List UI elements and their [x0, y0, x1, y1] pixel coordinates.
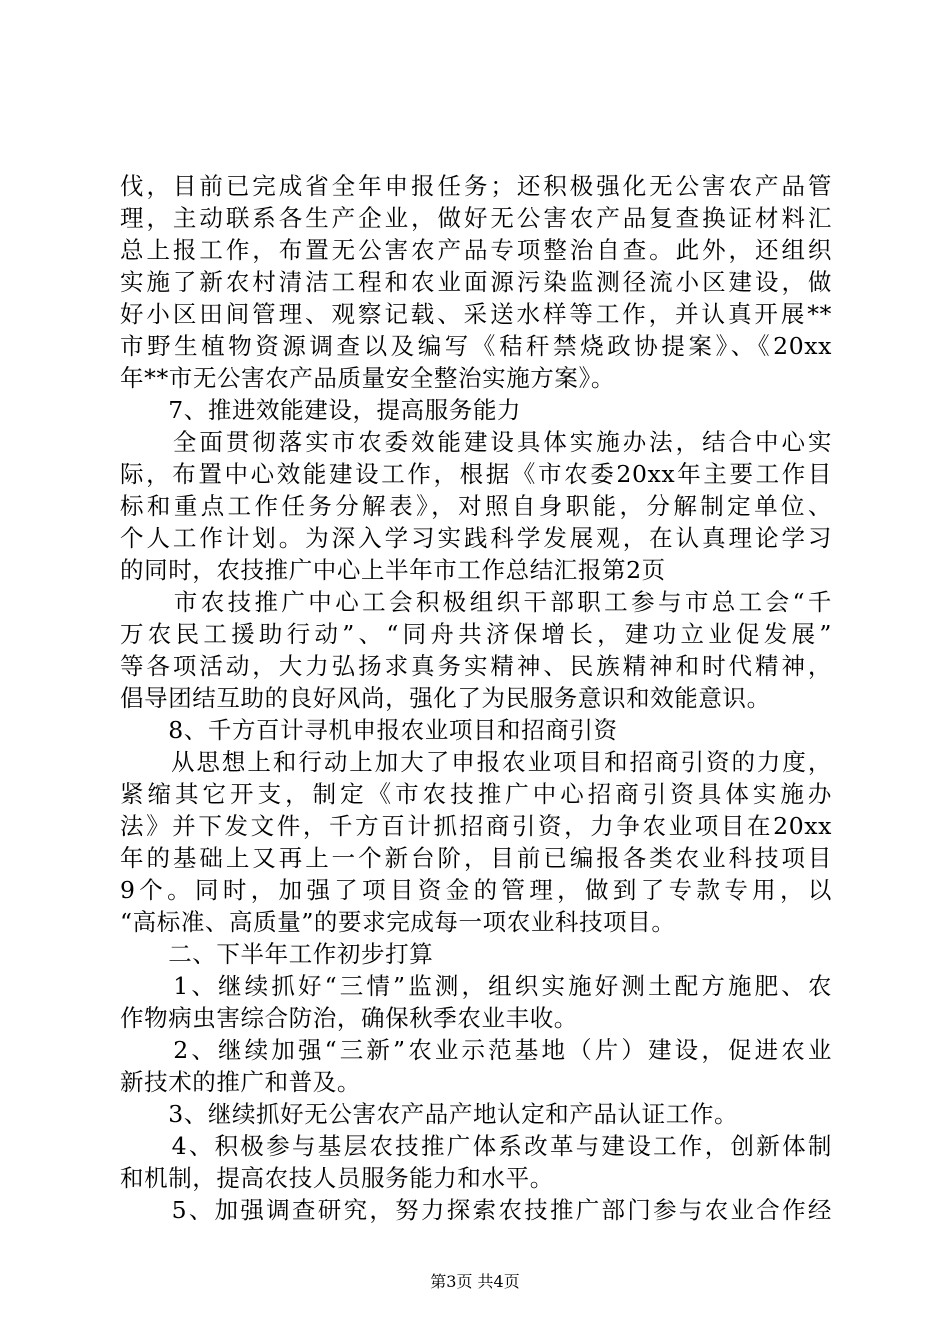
text-line: 理，主动联系各生产企业，做好无公害农产品复查换证材料汇	[120, 204, 832, 232]
text-line: 伐，目前已完成省全年申报任务；还积极强化无公害农产品管	[120, 172, 832, 200]
section-heading: 7、推进效能建设，提高服务能力	[120, 396, 522, 424]
page-footer: 第3页 共4页	[430, 1272, 520, 1291]
text-line: 作物病虫害综合防治，确保秋季农业丰收。	[120, 1004, 578, 1032]
text-line: 法》并下发文件，千方百计抓招商引资，力争农业项目在20xx	[120, 812, 832, 840]
text-line: 和机制，提高农技人员服务能力和水平。	[120, 1164, 554, 1192]
text-line: 年的基础上又再上一个新台阶，目前已编报各类农业科技项目	[120, 844, 832, 872]
text-line: 个人工作计划。为深入学习实践科学发展观，在认真理论学习	[120, 524, 832, 552]
section-heading: 8、千方百计寻机申报农业项目和招商引资	[120, 716, 618, 744]
text-line: 市农技推广中心工会积极组织干部职工参与市总工会“千	[120, 588, 832, 616]
text-line: 紧缩其它开支，制定《市农技推广中心招商引资具体实施办	[120, 780, 832, 808]
section-heading: 二、下半年工作初步打算	[120, 940, 434, 968]
text-line: 3、继续抓好无公害农产品产地认定和产品认证工作。	[120, 1100, 739, 1128]
text-line: 1、继续抓好“三情”监测，组织实施好测土配方施肥、农	[120, 972, 832, 1000]
text-line: 实施了新农村清洁工程和农业面源污染监测径流小区建设，做	[120, 268, 832, 296]
text-line: 标和重点工作任务分解表》，对照自身职能，分解制定单位、	[120, 492, 832, 520]
document-body	[120, 170, 832, 1226]
text-line: 全面贯彻落实市农委效能建设具体实施办法，结合中心实	[120, 428, 832, 456]
text-line: 的同时，农技推广中心上半年市工作总结汇报第2页	[120, 556, 666, 584]
text-line: 4、积极参与基层农技推广体系改革与建设工作，创新体制	[120, 1132, 832, 1160]
text-line: 新技术的推广和普及。	[120, 1068, 361, 1096]
text-line: 从思想上和行动上加大了申报农业项目和招商引资的力度，	[120, 748, 832, 776]
text-line: 市野生植物资源调查以及编写《秸秆禁烧政协提案》、《20xx	[120, 332, 832, 360]
text-line: 际，布置中心效能建设工作，根据《市农委20xx年主要工作目	[120, 460, 832, 488]
text-line: “高标准、高质量”的要求完成每一项农业科技项目。	[120, 908, 676, 936]
text-line: 2、继续加强“三新”农业示范基地（片）建设，促进农业	[120, 1036, 832, 1064]
text-line: 等各项活动，大力弘扬求真务实精神、民族精神和时代精神，	[120, 652, 832, 680]
text-line: 万农民工援助行动”、“同舟共济保增长，建功立业促发展”	[120, 620, 832, 648]
text-line: 5、加强调查研究，努力探索农技推广部门参与农业合作经	[120, 1196, 832, 1224]
text-line: 年**市无公害农产品质量安全整治实施方案》。	[120, 364, 615, 392]
text-line: 好小区田间管理、观察记载、采送水样等工作，并认真开展**	[120, 300, 832, 328]
text-line: 9个。同时，加强了项目资金的管理，做到了专款专用，以	[120, 876, 832, 904]
text-line: 倡导团结互助的良好风尚，强化了为民服务意识和效能意识。	[120, 684, 771, 712]
text-line: 总上报工作，布置无公害农产品专项整治自查。此外，还组织	[120, 236, 832, 264]
